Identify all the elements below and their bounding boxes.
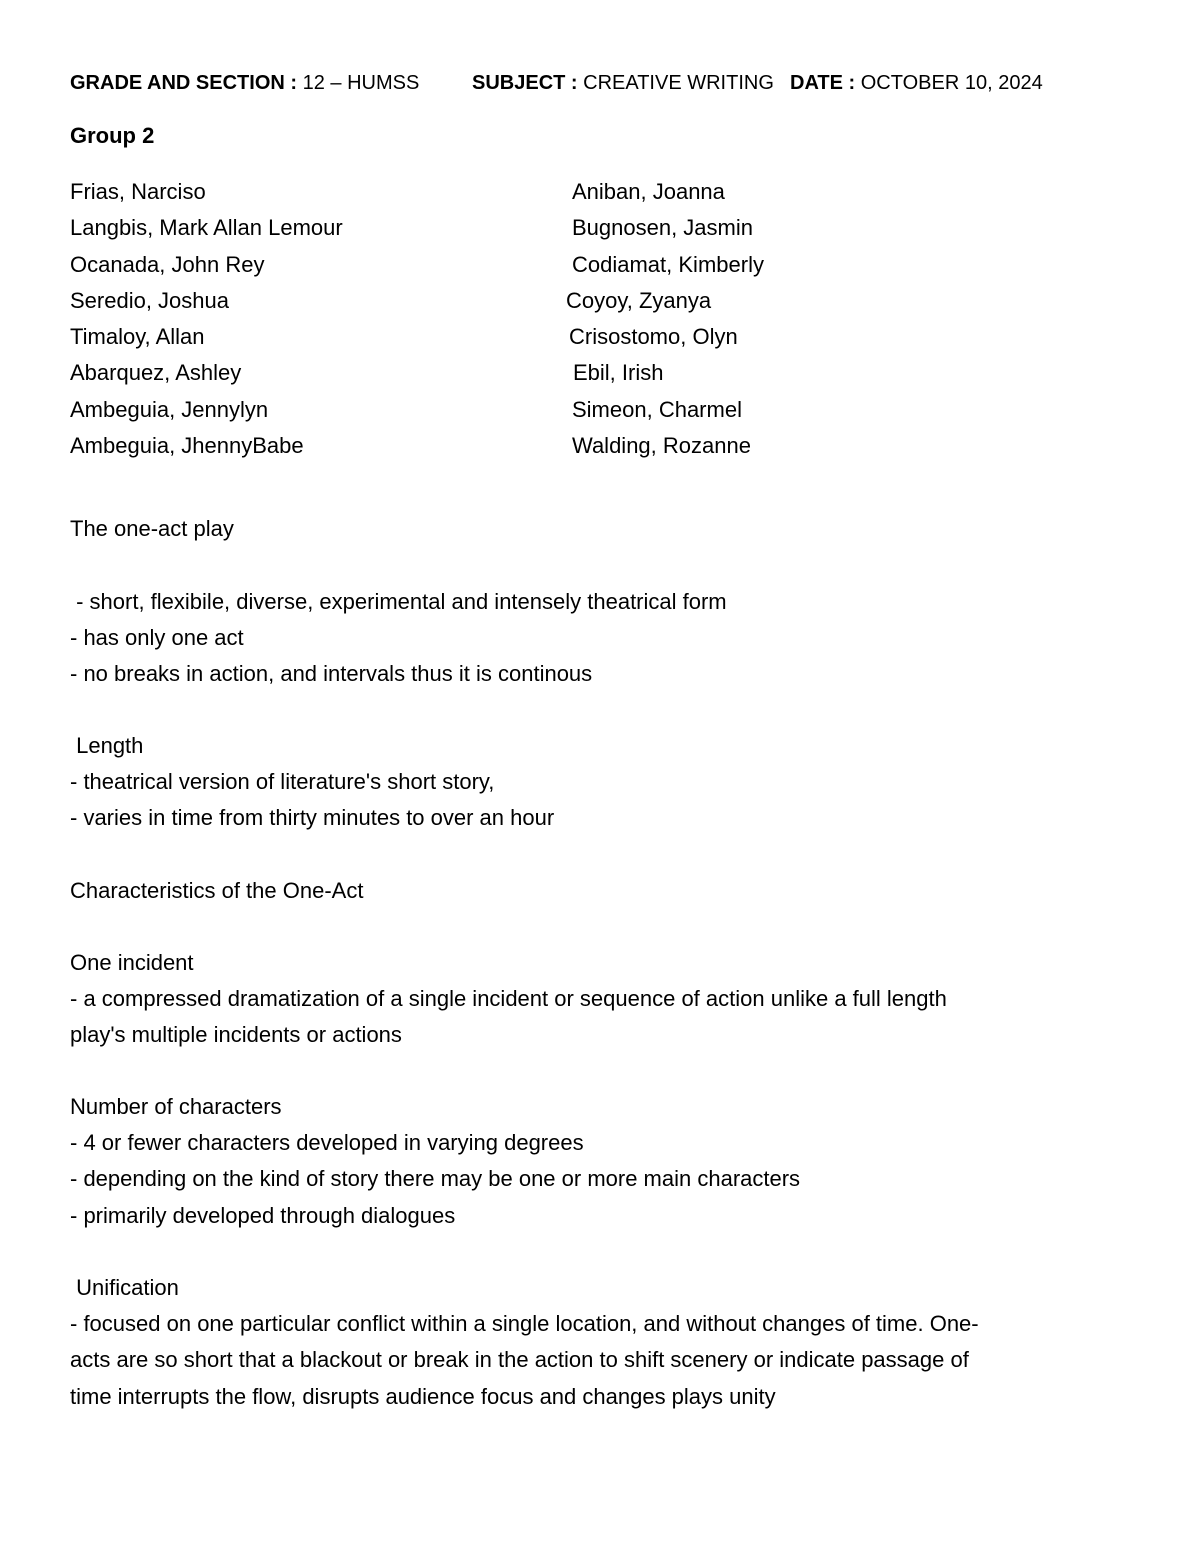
- bullet-line: - short, flexibile, diverse, experimental and intensely theatrical form: [70, 589, 727, 614]
- section-heading: Number of characters: [70, 1094, 282, 1119]
- member-name: Coyoy, Zyanya: [566, 287, 712, 313]
- bullet-line: - primarily developed through dialogues: [70, 1202, 456, 1228]
- subject-field: [472, 72, 774, 95]
- member-name: Langbis, Mark Allan Lemour: [70, 215, 343, 241]
- member-name: Frias, Narciso: [70, 179, 206, 204]
- section-unification: [70, 1270, 1130, 1415]
- subject-label: SUBJECT :: [472, 72, 578, 94]
- bullet-line: time interrupts the flow, disrupts audience focus and changes plays unity: [70, 1383, 776, 1409]
- date-label: DATE :: [790, 72, 856, 94]
- grade-section-label: GRADE AND SECTION :: [70, 72, 298, 94]
- section-length: [70, 728, 1130, 837]
- bullet-line: acts are so short that a blackout or break in the action to shift scenery or indicate passage of: [70, 1347, 969, 1373]
- bullet-line: - focused on one particular conflict within a single location, and without changes of time. One-: [70, 1311, 979, 1337]
- section-characteristics: [70, 873, 1130, 909]
- date-value: OCTOBER 10, 2024: [855, 72, 1043, 94]
- member-name: Ambeguia, JhennyBabe: [70, 433, 304, 459]
- member-name: Timaloy, Allan: [70, 324, 205, 350]
- section-number-of-characters: [70, 1089, 1130, 1234]
- bullet-line: - 4 or fewer characters developed in varying degrees: [70, 1130, 584, 1156]
- section-heading: One incident: [70, 950, 194, 975]
- subject-value: CREATIVE WRITING: [577, 72, 774, 94]
- member-name: Ocanada, John Rey: [70, 251, 265, 277]
- member-name: Codiamat, Kimberly: [572, 251, 764, 277]
- grade-section-value: 12 – HUMSS: [297, 72, 420, 94]
- member-name: Ambeguia, Jennylyn: [70, 396, 269, 422]
- bullet-line: - depending on the kind of story there may be one or more main characters: [70, 1166, 801, 1192]
- group-title: Group 2: [70, 123, 155, 148]
- member-name: Walding, Rozanne: [572, 433, 751, 459]
- section-one-act-play-details: [70, 584, 1130, 693]
- date-field: [790, 72, 1043, 95]
- member-name: Crisostomo, Olyn: [569, 324, 738, 350]
- section-heading: Length: [70, 733, 144, 758]
- section-one-act-play: [70, 511, 1130, 547]
- section-one-incident: [70, 945, 1130, 1054]
- member-name: Abarquez, Ashley: [70, 360, 242, 386]
- member-name: Bugnosen, Jasmin: [572, 215, 753, 241]
- section-heading: Unification: [70, 1275, 179, 1300]
- bullet-line: - no breaks in action, and intervals thus it is continous: [70, 661, 593, 687]
- grade-section-field: [70, 72, 419, 95]
- bullet-line: - varies in time from thirty minutes to over an hour: [70, 805, 555, 831]
- section-heading: The one-act play: [70, 516, 234, 541]
- member-name: Aniban, Joanna: [572, 179, 725, 204]
- member-column-right: [566, 174, 966, 464]
- member-column-left: [70, 174, 550, 464]
- bullet-line: - has only one act: [70, 625, 244, 651]
- member-name: Ebil, Irish: [573, 360, 664, 386]
- member-name: Simeon, Charmel: [572, 396, 742, 422]
- bullet-line: - a compressed dramatization of a single incident or sequence of action unlike a full length: [70, 986, 947, 1012]
- bullet-line: play's multiple incidents or actions: [70, 1022, 402, 1048]
- member-name: Seredio, Joshua: [70, 287, 229, 313]
- section-heading: Characteristics of the One-Act: [70, 878, 364, 903]
- bullet-line: - theatrical version of literature's short story,: [70, 769, 495, 795]
